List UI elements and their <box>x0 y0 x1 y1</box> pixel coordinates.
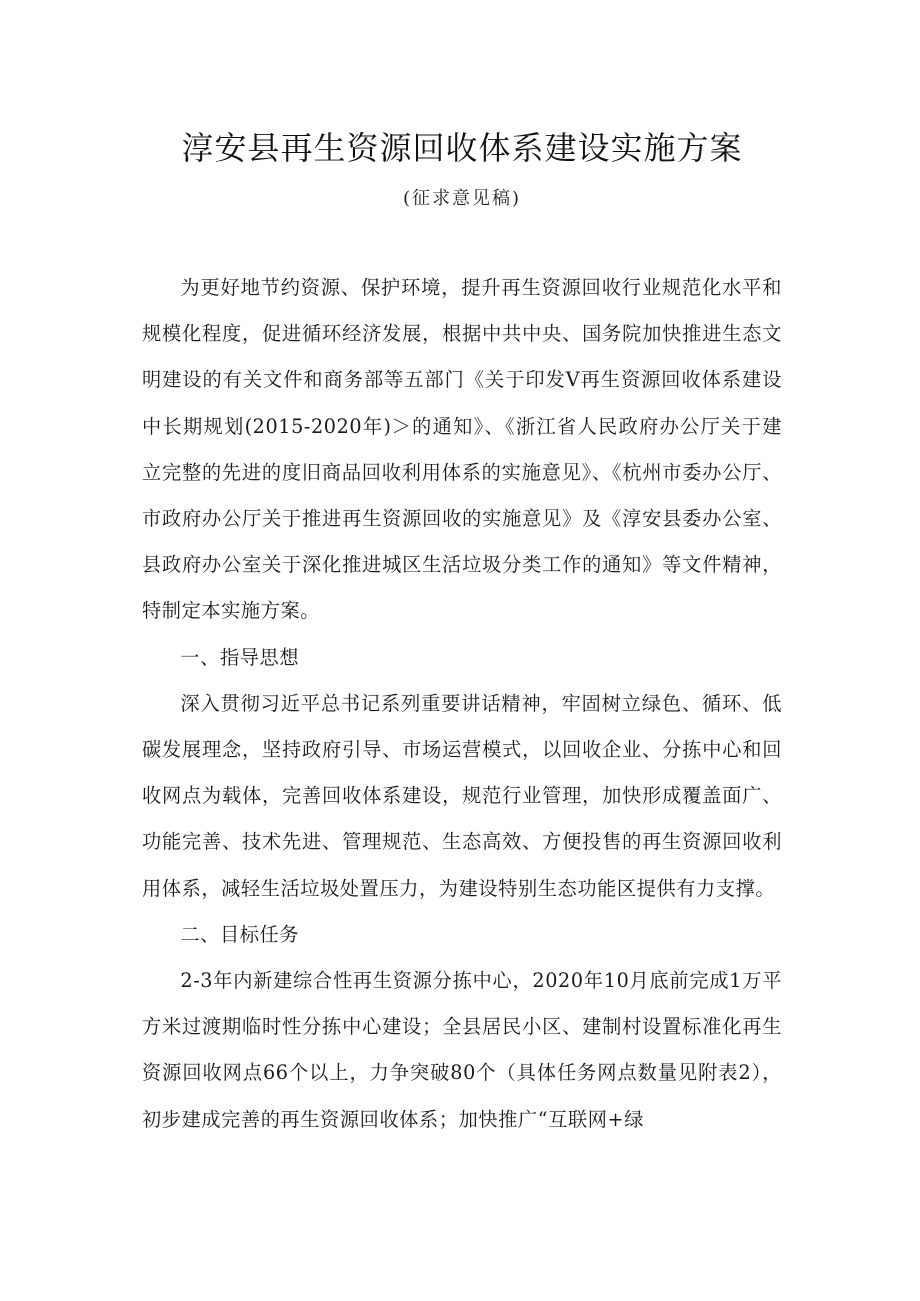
document-title: 淳安县再生资源回收体系建设实施方案 <box>181 129 743 167</box>
guiding-ideology-paragraph: 深入贯彻习近平总书记系列重要讲话精神，牢固树立绿色、循环、低碳发展理念，坚持政府引导、市场运营模式，以回收企业、分拣中心和回收网点为载体，完善回收体系建设，规范行业管理，加快形成覆盖面广、功能完善、技术先进、管理规范、生态高效、方便投售的再生资源回收利用体系，减轻生活垃圾处置压力，为建设特别生态功能区提供有力支撑。 <box>142 691 782 900</box>
document-body <box>142 265 782 1143</box>
document-subtitle: (征求意见稿) <box>402 188 522 209</box>
intro-paragraph: 为更好地节约资源、保护环境，提升再生资源回收行业规范化水平和规模化程度，促进循环经济发展，根据中共中央、国务院加快推进生态文明建设的有关文件和商务部等五部门《关于印发V再生资源回收体系建设中长期规划(2015-2020年)＞的通知》、《浙江省人民政府办公厅关于建立完整的先进的度旧商品回收利用体系的实施意见》、《杭州市委办公厅、市政府办公厅关于推进再生资源回收的实施意见》及《淳安县委办公室、县政府办公室关于深化推进城区生活垃圾分类工作的通知》等文件精神，特制定本实施方案。 <box>142 276 782 623</box>
section-heading-goals-tasks: 二、目标任务 <box>180 922 300 946</box>
goals-tasks-paragraph: 2-3年内新建综合性再生资源分拣中心，2020年10月底前完成1万平方米过渡期临时性分拣中心建设；全县居民小区、建制村设置标准化再生资源回收网点66个以上，力争突破80个（具体任务网点数量见附表2），初步建成完善的再生资源回收体系；加快推广“互联网+绿 <box>142 969 782 1131</box>
section-heading-guiding-ideology: 一、指导思想 <box>180 645 300 669</box>
